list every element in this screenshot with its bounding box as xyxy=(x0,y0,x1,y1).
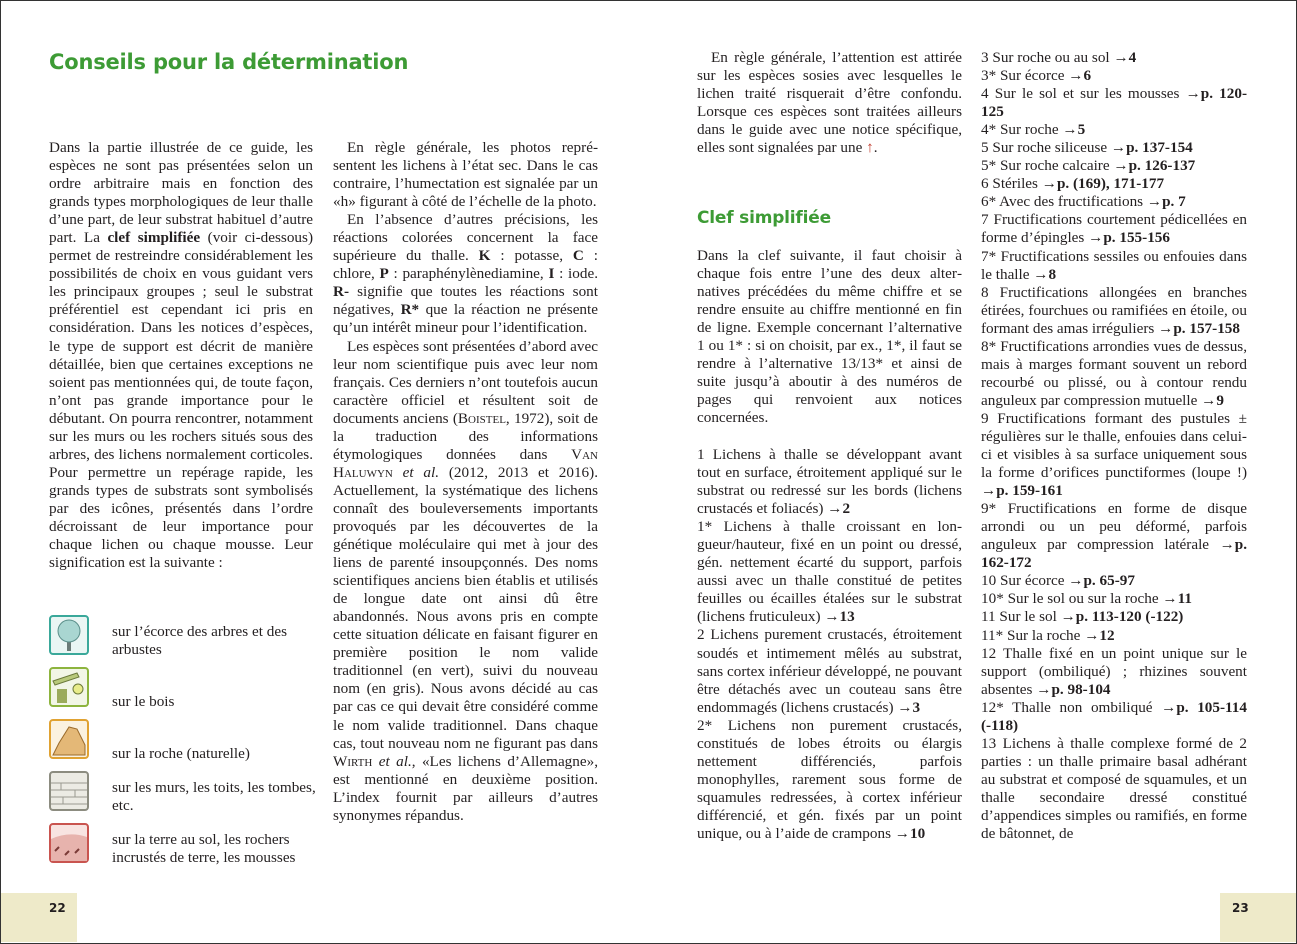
key-entry-text: 2 Lichens purement crustacés, étroitement soudés et intimement mêlés au substrat, sans cortex inférieur développé, ne pouvant être détachés avec un couteau sans être endommagés (lichens crustacés) xyxy=(697,626,962,716)
key-entry xyxy=(697,717,962,843)
key-entry xyxy=(981,699,1247,735)
key-entry xyxy=(981,572,1247,590)
key-entry-text: 6* Avec des fructifications xyxy=(981,193,1147,211)
key-entry-text: 13 Lichens à thalle complexe formé de 2 parties : un thalle primaire basal adhérant au substrat et composé de squamules, et un thalle secondaire dressé constitué d’appendices simples ou ramifiés, en forme de bâtonnet, de xyxy=(981,734,1247,843)
key-entry-text: 9 Fructifications formant des pustules ± régulières sur le thalle, enfouies dans celui-ci et visibles à sa surface uniquement sous la forme d’orifices punctiformes (loupe !) xyxy=(981,409,1247,482)
key-entry xyxy=(981,500,1247,572)
key-entry-text: 12* Thalle non ombiliqué xyxy=(981,698,1162,716)
key-entry-reference: →5 xyxy=(1062,121,1086,139)
text-run: . xyxy=(873,139,878,157)
key-entry-reference: →p. (169), 171-177 xyxy=(1041,175,1165,193)
left-column-text xyxy=(49,139,313,572)
key-entry xyxy=(981,735,1247,843)
legend-item-bark xyxy=(49,615,319,667)
legend-item-wall xyxy=(49,771,319,823)
key-entry-reference: →11 xyxy=(1162,590,1192,608)
text-run: Dans la partie illustrée de ce guide, les espèces ne sont pas présentées selon un ordre arbitraire mais en fonction des grands types morphologiques de leur thalle d’une part, de leur substrat habituel d’autre part. La xyxy=(49,139,313,247)
key-entry-reference: →p. 98-104 xyxy=(1036,680,1111,698)
key-entries-column-1 xyxy=(697,446,962,843)
key-entry-reference: →p. 113-120 (-122) xyxy=(1060,608,1184,626)
text-run: , 1972), soit de la traduction des informations étymologiques données dans xyxy=(333,409,598,463)
key-entry-reference: →p. 105-114 (-118) xyxy=(981,698,1247,734)
text-run: que la réaction ne présente qu’un intérêt mineur pour l’identification. xyxy=(333,301,598,337)
key-entry-text: 3* Sur écorce xyxy=(981,67,1069,85)
left-page-second-column xyxy=(333,139,598,825)
key-entry-reference: →4 xyxy=(1113,49,1137,66)
key-entry-reference: →p. 7 xyxy=(1146,193,1186,211)
text-run: (2012, 2013 et 2016). Actuellement, la systématique des lichens connaît des bouleversements importants provoqués par les découvertes de la génétique moléculaire qui met à jour des liens de parenté insoupçonnés. Des noms scientifiques anciens bien établis et utilisés de longue date ont ainsi dû être abandonnés. Nous avons pris en compte cette situation délicate en faisant figurer en première position le nom valide traditionnel (en vert), suivi du nouveau nom (en gris). Nous avons décidé au cas par cas ce qui devait être considéré comme le nom valide traditionnel. Dans chaque cas, tout nouveau nom ne figurant pas dans xyxy=(333,463,599,752)
legend-item-rock xyxy=(49,719,319,771)
legend-label: sur les murs, les toits, les tombes, etc. xyxy=(112,779,316,814)
text-run: En règle générale, l’attention est attirée sur les espèces sosies avec lesquelles le lichen traité risquerait d’être confondu. Lorsque ces espèces sont traitées ailleurs dans le guide avec une notice spécifique, elles sont signalées par une xyxy=(697,49,962,157)
wood-icon xyxy=(49,667,89,707)
text-run: et al. xyxy=(378,752,412,770)
key-entry-text: 9* Fructifications en forme de disque arrondi ou un peu déformé, parfois anguleux par compression latérale xyxy=(981,500,1247,554)
key-entry-text: 5 Sur roche siliceuse xyxy=(981,139,1111,157)
key-entry-text: 7* Fructifications sessiles ou enfouies dans le thalle xyxy=(981,247,1247,283)
paragraph xyxy=(697,247,962,427)
key-entry-text: 10* Sur le sol ou sur la roche xyxy=(981,590,1163,608)
key-entry-reference: →p. 155-156 xyxy=(1088,229,1170,247)
page-number: 23 xyxy=(1232,901,1249,915)
text-run: : iode. xyxy=(554,265,599,283)
soil-icon xyxy=(49,823,89,863)
wall-icon xyxy=(49,771,89,811)
key-entry xyxy=(981,248,1247,284)
text-run: (voir ci-dessous) permet de restreindre considérablement les possibilités de choix en vous guidant vers les principaux groupes ; seul le substrat préférentiel est cependant ici pris en considération. Dans les notices d’espèces, le type de support est décrit de manière détaillée, bien que certaines exceptions ne soient pas mentionnées qui, de toute façon, n’ont pas grande importance pour le débutant. On pourra rencontrer, notamment sur les murs ou les rochers situés sous des arbres, des lichens normalement corticoles. Pour permettre un repérage rapide, les grands types de substrats sont symbolisés par des icônes, présentés dans l’ordre décroissant de leur importance pour chaque lichen ou chaque mousse. Leur signification est la suivante : xyxy=(49,229,313,572)
paragraph xyxy=(697,49,962,157)
key-entry-reference: →p. 162-172 xyxy=(981,536,1247,572)
key-entry-text: 8 Fructifications allongées en branches étirées, fourchues ou ramifiées en étoile, ou formant des amas irréguliers xyxy=(981,283,1247,337)
key-entry xyxy=(981,645,1247,699)
key-entry xyxy=(981,608,1247,626)
text-run: Van Haluwyn xyxy=(333,445,598,481)
key-entry-reference: →9 xyxy=(1201,391,1224,409)
text-run: En l’absence d’autres précisions, les réactions colorées concernent la face supérieure du thalle. xyxy=(333,211,598,265)
key-entry xyxy=(981,338,1247,410)
page-number-right xyxy=(1220,893,1296,942)
legend-item-wood xyxy=(49,667,319,719)
key-entry xyxy=(697,446,962,518)
key-entry xyxy=(981,627,1247,645)
paragraph xyxy=(49,139,313,572)
key-entry-text: 4* Sur roche xyxy=(981,121,1063,139)
text-run: R* xyxy=(400,301,420,319)
key-entry-text: 12 Thalle fixé en un point unique sur le support (ombiliqué) ; rhizines souvent absentes xyxy=(981,644,1247,698)
text-run: R- xyxy=(333,283,350,301)
key-intro xyxy=(697,247,962,427)
key-entry xyxy=(981,121,1247,139)
key-entry xyxy=(981,284,1247,338)
key-entry-reference: →p. 120-125 xyxy=(981,85,1247,121)
page-number-left xyxy=(1,893,77,942)
text-run: C xyxy=(572,247,584,265)
text-run: : paraphénylènediamine, xyxy=(388,265,549,283)
key-entry-text: 1* Lichens à thalle croissant en longueur/hauteur, fixé en un point ou dressé, gén. nettement écarté du support, parfois aussi avec un thalle constitué de petites feuilles ou écailles étalées sur le substrat (lichens fruticuleux) xyxy=(697,518,962,626)
key-entry-reference: →p. 65-97 xyxy=(1068,572,1135,590)
key-entries-column-2 xyxy=(981,49,1247,843)
key-entry-text: 1 Lichens à thalle se développant avant tout en surface, étroitement appliqué sur le substrat ou redressé sur les bords (lichens crustacés et foliacés) xyxy=(697,446,962,518)
key-entry-reference: →2 xyxy=(827,500,851,518)
key-entry-text: 4 Sur le sol et sur les mousses xyxy=(981,85,1186,103)
key-entry-reference: →3 xyxy=(897,698,921,716)
tree-bark-icon xyxy=(49,615,89,655)
paragraph xyxy=(333,338,598,825)
key-entry-reference: →p. 126-137 xyxy=(1113,157,1196,175)
key-entry xyxy=(981,175,1247,193)
key-entry-text: 7 Fructifications courtement pédicellées en forme d’épingles xyxy=(981,211,1247,247)
key-entry-text: 5* Sur roche calcaire xyxy=(981,157,1114,175)
text-run: clef simplifiée xyxy=(107,229,201,247)
key-entry xyxy=(981,85,1247,121)
legend-label: sur l’écorce des arbres et des arbustes xyxy=(112,623,287,658)
text-run: et al. xyxy=(402,463,440,481)
key-entry xyxy=(981,157,1247,175)
key-entry xyxy=(981,67,1247,85)
key-entry-reference: →10 xyxy=(894,824,926,842)
key-entry-text: 2* Lichens non purement crustacés, constitués de lobes étroits ou élargis nettement différenciés, parfois monophylles, rarement sous forme de squamules redressées, à cortex inférieur différencié, et gén. fixés par un point unique, ou à l’aide de crampons xyxy=(697,716,962,842)
legend-label: sur la roche (naturelle) xyxy=(112,745,250,762)
key-entry xyxy=(981,410,1247,500)
text-run: : potasse, xyxy=(490,247,573,265)
key-entry-text: 3 Sur roche ou au sol xyxy=(981,49,1114,66)
key-entry-reference: →p. 159-161 xyxy=(981,482,1063,500)
key-entry xyxy=(697,518,962,626)
paragraph xyxy=(333,211,598,337)
key-title: Clef simplifiée xyxy=(697,208,831,228)
key-entry-reference: →p. 137-154 xyxy=(1110,139,1193,157)
rock-icon xyxy=(49,719,89,759)
text-run: Dans la clef suivante, il faut choisir à chaque fois entre l’une des deux alternatives précédées du même chiffre et se rendre ensuite au chiffre mentionné en fin de ligne. Exemple concernant l’alternative 1 ou 1* : si on choisit, par ex., 1*, il faut se rendre à l’alternative 13/13* et ainsi de suite jusqu’à aboutir à des numéros de pages qui renvoient aux notices concernées. xyxy=(697,247,962,427)
key-entry xyxy=(981,590,1247,608)
key-entry-text: 11 Sur le sol xyxy=(981,608,1061,626)
text-run: Les espèces sont présentées d’abord avec leur nom scientifique puis avec leur nom français. Ces derniers n’ont toutefois aucun caractère officiel et résultent soit de documents anciens ( xyxy=(333,337,598,427)
key-entry xyxy=(981,139,1247,157)
arrow-up-icon: ↑ xyxy=(866,139,874,157)
key-entry-reference: →12 xyxy=(1084,626,1115,644)
key-entry-text: 6 Stériles xyxy=(981,175,1042,193)
key-entry xyxy=(697,626,962,716)
page-number: 22 xyxy=(49,901,66,915)
key-entry xyxy=(981,193,1247,211)
legend-label: sur la terre au sol, les rochers incrustés de terre, les mousses xyxy=(112,831,296,866)
text-run: : chlore, xyxy=(333,247,598,283)
text-run xyxy=(393,464,403,481)
text-run: I xyxy=(548,265,555,283)
legend-label: sur le bois xyxy=(112,693,175,710)
key-entry-reference: →6 xyxy=(1068,67,1092,85)
text-run: K xyxy=(478,247,491,265)
legend-item-soil xyxy=(49,823,319,875)
text-run: signifie que toutes les réactions sont négatives, xyxy=(333,283,598,319)
text-run: Wirth xyxy=(333,752,373,770)
key-entry-reference: →p. 157-158 xyxy=(1158,319,1240,337)
page-title: Conseils pour la détermination xyxy=(49,50,409,74)
key-entry-reference: →8 xyxy=(1033,265,1057,283)
key-entry xyxy=(981,211,1247,247)
lookalike-note xyxy=(697,49,962,157)
key-entry-text: 8* Fructifications arrondies vues de dessus, mais à marges formant souvent un rebord recourbé ou plissé, ou à contour rendu anguleux par compression mutuelle xyxy=(981,337,1247,409)
text-run: En règle générale, les photos représentent les lichens à l’état sec. Dans le cas contraire, l’humectation est signalée par un «h» figurant à côté de l’échelle de la photo. xyxy=(333,139,598,211)
text-run: , «Les lichens d’Allemagne», est mentionné en deuxième position. L’index fournit par ailleurs d’autres synonymes répandus. xyxy=(333,752,598,824)
key-entry-text: 11* Sur la roche xyxy=(981,626,1085,644)
key-entry-reference: →13 xyxy=(824,608,855,626)
key-entry xyxy=(981,49,1247,67)
text-run: P xyxy=(379,265,389,283)
text-run: Boistel xyxy=(457,409,506,427)
key-entry-text: 10 Sur écorce xyxy=(981,572,1069,590)
paragraph xyxy=(333,139,598,211)
substrate-icon-legend xyxy=(49,615,319,875)
